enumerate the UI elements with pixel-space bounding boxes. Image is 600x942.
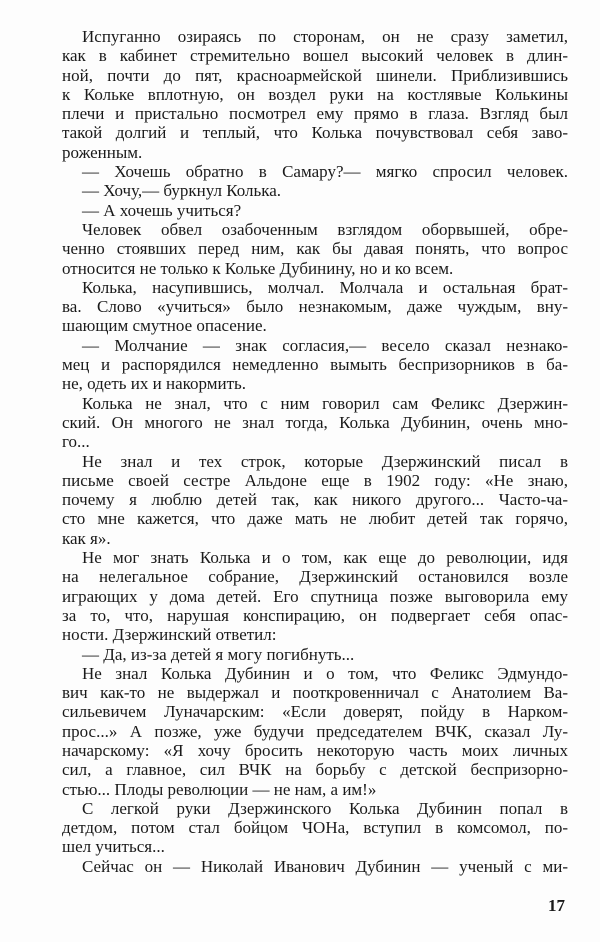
text-line: Колька не знал, что с ним говорил сам Феликс Дзержин- bbox=[82, 393, 568, 413]
text-line: почему я люблю детей так, как никого другого... Часто-ча- bbox=[62, 490, 568, 510]
text-line: за то, что, нарушая конспирацию, он подвергает себя опас- bbox=[62, 605, 568, 625]
text-line: прос...» А позже, уже будучи председателем ВЧК, сказал Лу- bbox=[62, 721, 568, 741]
body-text bbox=[62, 27, 568, 876]
text-line: Испуганно озираясь по сторонам, он не сразу заметил, bbox=[82, 27, 568, 46]
text-line: стью... Плоды революции — не нам, а им!» bbox=[62, 779, 377, 799]
text-line: как в кабинет стремительно вошел высокий человек в длин- bbox=[62, 46, 568, 66]
text-line: начарскому: «Я хочу бросить некоторую часть моих личных bbox=[62, 740, 568, 760]
text-line: Сейчас он — Николай Иванович Дубинин — ученый с ми- bbox=[82, 856, 568, 876]
text-line: играющих у дома детей. Его спутница позже выговорила ему bbox=[62, 586, 568, 606]
text-line: С легкой руки Дзержинского Колька Дубинин попал в bbox=[82, 798, 568, 818]
text-line: Не мог знать Колька и о том, как еще до революции, идя bbox=[82, 548, 568, 568]
text-line: Не знал и тех строк, которые Дзержинский писал в bbox=[82, 451, 568, 471]
text-line: — А хочешь учиться? bbox=[82, 200, 242, 220]
text-line: го... bbox=[62, 432, 90, 452]
text-line: сил, а главное, сил ВЧК на борьбу с детской беспризорно- bbox=[62, 760, 568, 780]
text-line: такой долгий и теплый, что Колька почувствовал себя заво- bbox=[62, 123, 568, 143]
text-line: Не знал Колька Дубинин и о том, что Феликс Эдмундо- bbox=[82, 663, 568, 683]
text-line: роженным. bbox=[62, 142, 143, 162]
text-line: ский. Он многого не знал тогда, Колька Дубинин, очень мно- bbox=[62, 412, 568, 432]
text-line: сильевичем Луначарским: «Если доверят, пойду в Нарком- bbox=[62, 702, 568, 722]
text-line: на нелегальное собрание, Дзержинский остановился возле bbox=[62, 567, 568, 587]
text-line: — Хочешь обратно в Самару?— мягко спросил человек. bbox=[82, 162, 568, 182]
text-line: ченно стоявших перед ним, как бы давая понять, что вопрос bbox=[62, 239, 568, 259]
text-line: мец и распорядился немедленно вымыть беспризорников в ба- bbox=[62, 355, 568, 375]
text-line: Колька, насупившись, молчал. Молчала и остальная брат- bbox=[82, 277, 568, 297]
text-line: шающим смутное опасение. bbox=[62, 316, 267, 336]
text-line: ва. Слово «учиться» было незнакомым, даже чуждым, вну- bbox=[62, 297, 568, 317]
text-line: ной, почти до пят, красноармейской шинели. Приблизившись bbox=[62, 65, 568, 85]
text-line: — Хочу,— буркнул Колька. bbox=[82, 181, 282, 201]
text-line: шел учиться... bbox=[62, 837, 165, 857]
text-line: Человек обвел озабоченным взглядом оборвышей, обре- bbox=[82, 219, 568, 239]
text-line: плечи и пристально посмотрел ему прямо в глаза. Взгляд был bbox=[62, 104, 568, 124]
text-line: ности. Дзержинский ответил: bbox=[62, 625, 277, 645]
text-line: к Кольке вплотную, он воздел руки на костлявые Колькины bbox=[62, 84, 568, 104]
text-line: вич как-то не выдержал и пооткровенничал с Анатолием Ва- bbox=[62, 683, 568, 703]
text-line: детдом, потом стал бойцом ЧОНа, вступил в комсомол, по- bbox=[62, 818, 568, 838]
text-line: как я». bbox=[62, 528, 111, 548]
text-line: не, одеть их и накормить. bbox=[62, 374, 247, 394]
text-line: — Молчание — знак согласия,— весело сказал незнако- bbox=[82, 335, 568, 355]
text-line: относится не только к Кольке Дубинину, но и ко всем. bbox=[62, 258, 454, 278]
text-line: сто мне кажется, что даже мать не любит детей так горячо, bbox=[62, 509, 568, 529]
page-number: 17 bbox=[548, 896, 565, 915]
text-line: — Да, из-за детей я могу погибнуть... bbox=[82, 644, 355, 664]
text-line: письме своей сестре Альдоне еще в 1902 году: «Не знаю, bbox=[62, 470, 568, 490]
